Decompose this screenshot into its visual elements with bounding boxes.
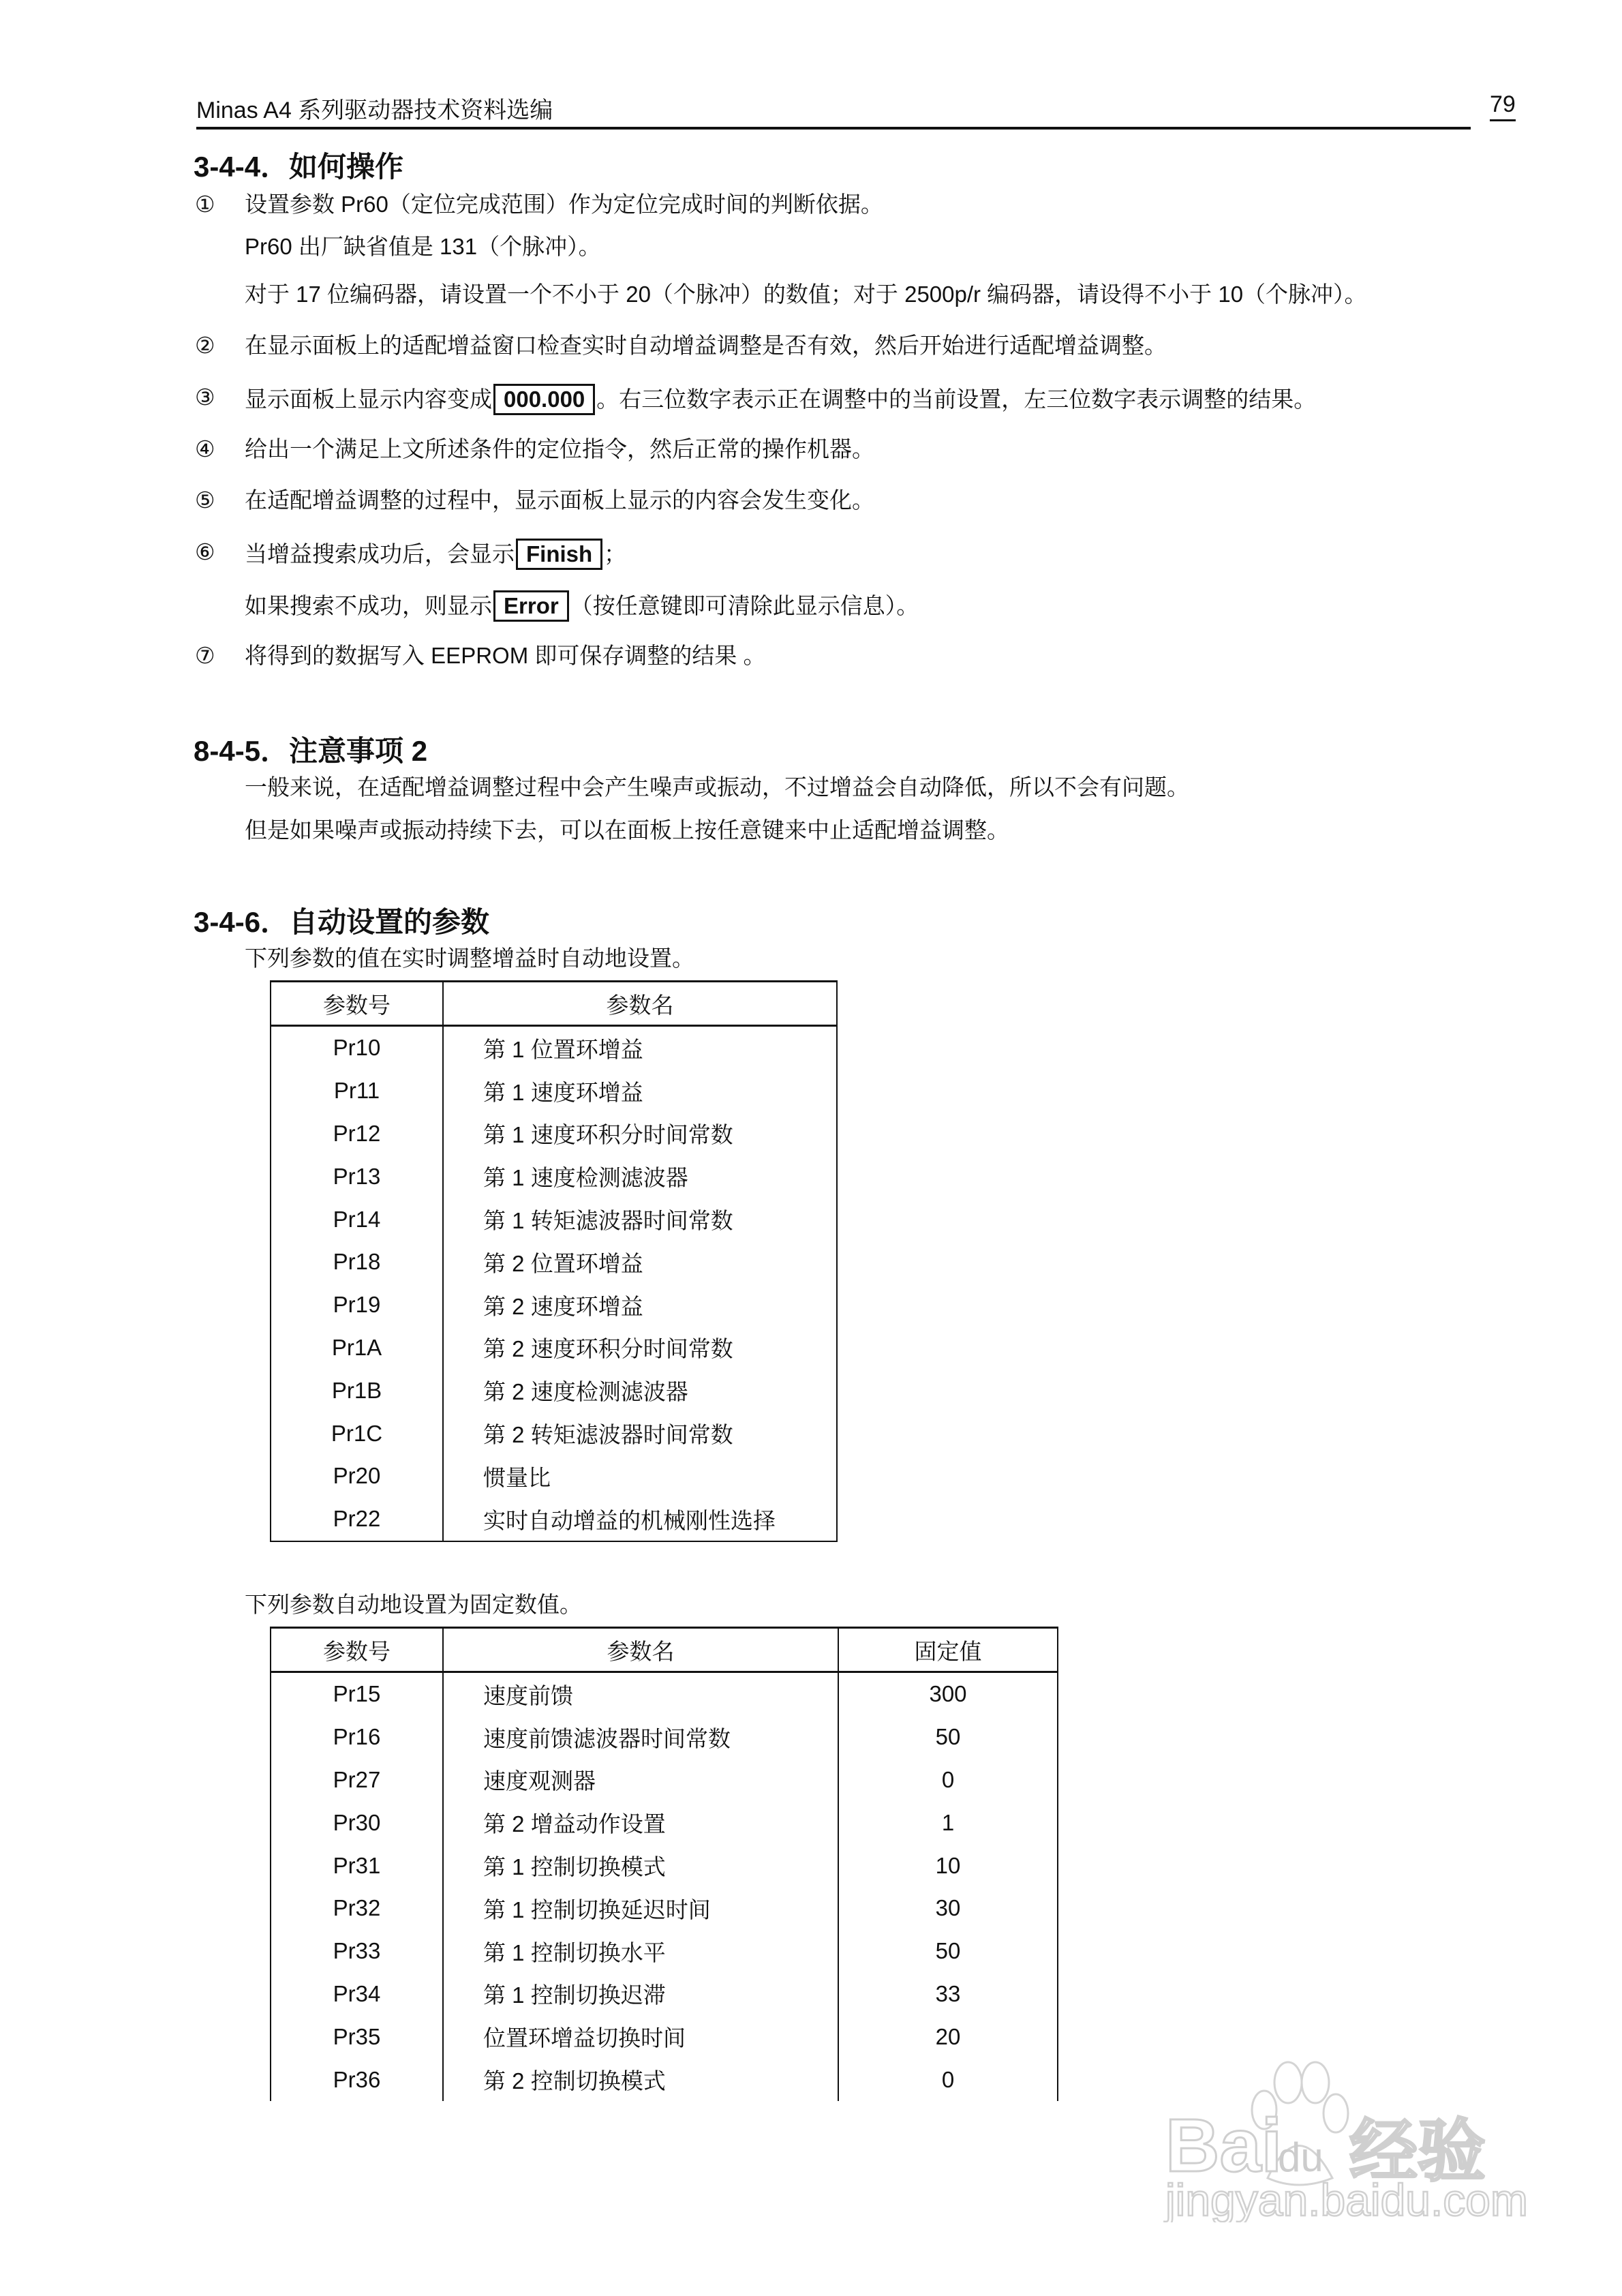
table-row	[271, 1327, 837, 1370]
table-row	[271, 1026, 837, 1070]
display-readout: Finish	[516, 539, 602, 570]
param-name: 第 1 速度环增益	[443, 1070, 837, 1113]
section-heading-8-4-5: 8-4-5．注意事项 2	[194, 735, 428, 767]
table-row	[271, 1759, 1058, 1802]
step-number: ⑥	[195, 539, 215, 564]
step-text: 在显示面板上的适配增益窗口检查实时自动增益调整是否有效，然后开始进行适配增益调整。	[245, 333, 1167, 358]
step-text	[245, 384, 1316, 415]
baidu-paw-logo-icon	[1152, 2045, 1561, 2222]
param-name: 第 2 速度检测滤波器	[443, 1369, 837, 1412]
fixed-value: 50	[838, 1716, 1058, 1759]
param-number: Pr27	[271, 1759, 443, 1802]
step-text: 将得到的数据写入 EEPROM 即可保存调整的结果 。	[245, 643, 766, 668]
baidu-watermark	[1152, 2045, 1561, 2226]
table-row	[271, 1716, 1058, 1759]
step-text-part: 显示面板上显示内容变成	[245, 387, 492, 412]
table-row	[271, 1284, 837, 1327]
document-header-title: Minas A4 系列驱动器技术资料选编	[196, 97, 553, 123]
step-number: ⑤	[195, 487, 215, 513]
step-text-part: 。右三位数字表示正在调整中的当前设置，左三位数字表示调整的结果。	[596, 387, 1317, 412]
svg-text:Bai: Bai	[1165, 2104, 1283, 2188]
param-number: Pr19	[271, 1284, 443, 1327]
param-name: 惯量比	[443, 1455, 837, 1498]
step-number: ②	[195, 333, 215, 358]
fixed-value: 20	[838, 2015, 1058, 2058]
param-number: Pr13	[271, 1155, 443, 1198]
col-header-param-name: 参数名	[443, 982, 837, 1026]
display-readout: 000.000	[493, 384, 595, 415]
step-text	[245, 590, 919, 622]
param-number: Pr11	[271, 1070, 443, 1113]
table-row	[271, 1198, 837, 1241]
table-row	[271, 1973, 1058, 2016]
param-name: 第 1 控制切换延迟时间	[443, 1887, 838, 1930]
table-row	[271, 1455, 837, 1498]
param-name: 速度前馈	[443, 1672, 838, 1716]
param-name: 位置环增益切换时间	[443, 2015, 838, 2058]
param-name: 第 1 速度环积分时间常数	[443, 1113, 837, 1155]
param-name: 第 2 速度环增益	[443, 1284, 837, 1327]
table-row	[271, 1498, 837, 1541]
table-row	[271, 1412, 837, 1455]
step-text: 给出一个满足上文所述条件的定位指令，然后正常的操作机器。	[245, 436, 874, 462]
step-text: 在适配增益调整的过程中，显示面板上显示的内容会发生变化。	[245, 487, 874, 513]
svg-text:du: du	[1278, 2134, 1323, 2180]
param-number: Pr35	[271, 2015, 443, 2058]
param-number: Pr14	[271, 1198, 443, 1241]
step-text-part: 当增益搜索成功后，会显示	[245, 541, 515, 567]
fixed-value: 0	[838, 2058, 1058, 2101]
param-name: 速度前馈滤波器时间常数	[443, 1716, 838, 1759]
fixed-value: 1	[838, 1801, 1058, 1844]
param-number: Pr1A	[271, 1327, 443, 1370]
param-name: 第 2 位置环增益	[443, 1241, 837, 1284]
table2-intro: 下列参数自动地设置为固定数值。	[245, 1592, 582, 1617]
header-rule	[196, 127, 1471, 130]
table-row	[271, 1672, 1058, 1716]
table-row	[271, 2058, 1058, 2101]
col-header-param-name: 参数名	[443, 1628, 838, 1672]
table-row	[271, 1801, 1058, 1844]
param-name: 第 1 控制切换模式	[443, 1844, 838, 1887]
step-number: ③	[195, 384, 215, 410]
param-number: Pr33	[271, 1930, 443, 1973]
table-row	[271, 1241, 837, 1284]
param-number: Pr32	[271, 1887, 443, 1930]
svg-text:经验: 经验	[1349, 2113, 1486, 2190]
table-row	[271, 2015, 1058, 2058]
param-name: 第 2 转矩滤波器时间常数	[443, 1412, 837, 1455]
param-number: Pr34	[271, 1973, 443, 2016]
fixed-value: 300	[838, 1672, 1058, 1716]
param-number: Pr12	[271, 1113, 443, 1155]
section-heading-3-4-4: 3-4-4．如何操作	[194, 151, 404, 183]
note-line: 但是如果噪声或振动持续下去，可以在面板上按任意键来中止适配增益调整。	[245, 817, 1009, 843]
param-number: Pr10	[271, 1026, 443, 1070]
fixed-params-table	[270, 1627, 1058, 2101]
param-name: 第 2 控制切换模式	[443, 2058, 838, 2101]
step-text	[245, 539, 626, 570]
param-name: 第 1 位置环增益	[443, 1026, 837, 1070]
param-number: Pr31	[271, 1844, 443, 1887]
table-row	[271, 1844, 1058, 1887]
step-number: ④	[195, 436, 215, 462]
table-row	[271, 1155, 837, 1198]
param-number: Pr30	[271, 1801, 443, 1844]
param-number: Pr1C	[271, 1412, 443, 1455]
param-number: Pr22	[271, 1498, 443, 1541]
param-name: 第 2 速度环积分时间常数	[443, 1327, 837, 1370]
fixed-value: 33	[838, 1973, 1058, 2016]
step-text: 设置参数 Pr60（定位完成范围）作为定位完成时间的判断依据。	[245, 192, 883, 217]
param-name: 第 1 速度检测滤波器	[443, 1155, 837, 1198]
param-name: 实时自动增益的机械刚性选择	[443, 1498, 837, 1541]
param-name: 第 1 控制切换迟滞	[443, 1973, 838, 2016]
auto-params-table	[270, 980, 838, 1542]
step-number: ⑦	[195, 643, 215, 668]
table-row	[271, 1887, 1058, 1930]
fixed-value: 10	[838, 1844, 1058, 1887]
param-name: 第 1 转矩滤波器时间常数	[443, 1198, 837, 1241]
table-row	[271, 1070, 837, 1113]
param-name: 第 2 增益动作设置	[443, 1801, 838, 1844]
param-name: 第 1 控制切换水平	[443, 1930, 838, 1973]
param-number: Pr1B	[271, 1369, 443, 1412]
table-row	[271, 1369, 837, 1412]
param-number: Pr36	[271, 2058, 443, 2101]
step-text: 对于 17 位编码器，请设置一个不小于 20（个脉冲）的数值；对于 2500p/r 编码器，请设得不小于 10（个脉冲）。	[245, 282, 1367, 307]
col-header-fixed-value: 固定值	[838, 1628, 1058, 1672]
step-text-part: ；	[604, 541, 627, 567]
param-number: Pr20	[271, 1455, 443, 1498]
step-number: ①	[195, 192, 215, 217]
step-text-part: 如果搜索不成功，则显示	[245, 593, 492, 618]
table-row	[271, 1930, 1058, 1973]
table-row	[271, 1113, 837, 1155]
col-header-param-no: 参数号	[271, 1628, 443, 1672]
step-text: Pr60 出厂缺省值是 131（个脉冲）。	[245, 234, 601, 259]
col-header-param-no: 参数号	[271, 982, 443, 1026]
display-readout: Error	[493, 590, 569, 622]
param-name: 速度观测器	[443, 1759, 838, 1802]
watermark-url: jingyan.baidu.com	[1165, 2175, 1528, 2222]
param-number: Pr18	[271, 1241, 443, 1284]
section-heading-3-4-6: 3-4-6．自动设置的参数	[194, 906, 490, 938]
table1-intro: 下列参数的值在实时调整增益时自动地设置。	[245, 946, 694, 971]
step-text-part: （按任意键即可清除此显示信息）。	[570, 593, 919, 618]
note-line: 一般来说，在适配增益调整过程中会产生噪声或振动，不过增益会自动降低，所以不会有问题。	[245, 774, 1189, 800]
fixed-value: 30	[838, 1887, 1058, 1930]
fixed-value: 50	[838, 1930, 1058, 1973]
fixed-value: 0	[838, 1759, 1058, 1802]
page-number: 79	[1490, 91, 1516, 121]
param-number: Pr16	[271, 1716, 443, 1759]
param-number: Pr15	[271, 1672, 443, 1716]
